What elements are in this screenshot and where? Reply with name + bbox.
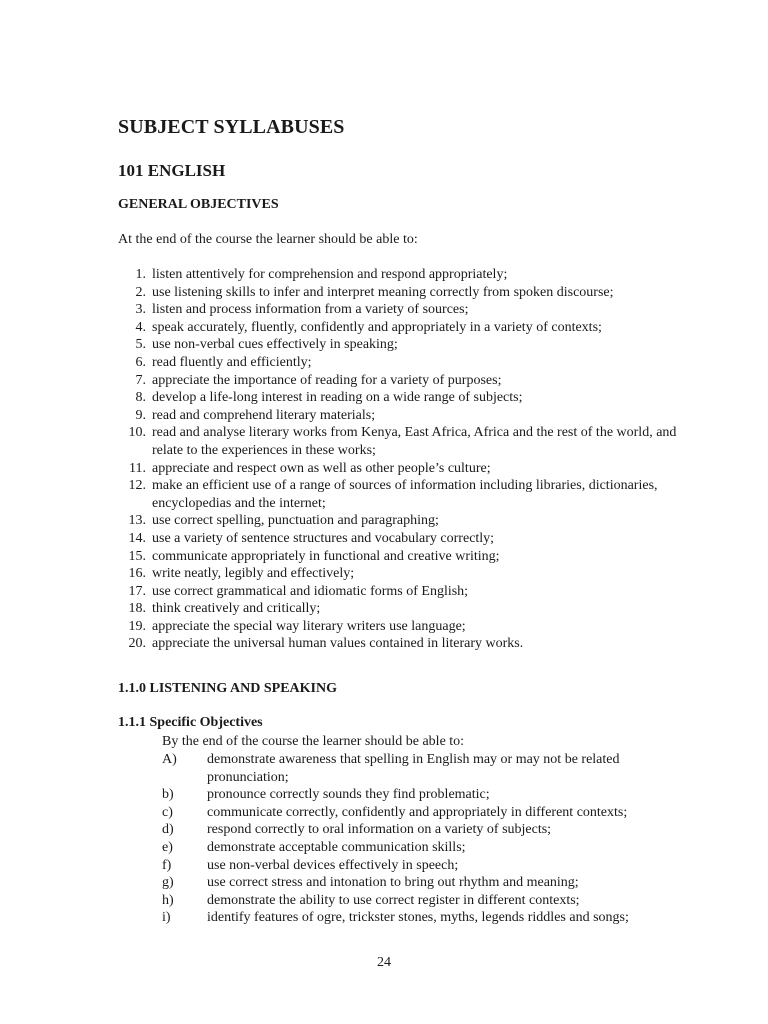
item-number: 14. xyxy=(128,530,146,546)
item-label: f) xyxy=(162,857,172,873)
item-text: appreciate and respect own as well as other people’s culture; xyxy=(152,460,491,476)
section-heading: 1.1.0 LISTENING AND SPEAKING xyxy=(118,681,337,696)
general-objectives-intro: At the end of the course the learner should be able to: xyxy=(118,232,418,247)
item-text: appreciate the special way literary writers use language; xyxy=(152,618,466,634)
list-item xyxy=(118,477,678,512)
item-text: read and comprehend literary materials; xyxy=(152,407,376,423)
list-item xyxy=(162,874,682,892)
list-item xyxy=(118,372,678,390)
list-item xyxy=(118,336,678,354)
item-label: i) xyxy=(162,910,171,926)
general-objectives-heading: GENERAL OBJECTIVES xyxy=(118,197,279,212)
item-text: use correct spelling, punctuation and paragraphing; xyxy=(152,513,439,529)
list-item xyxy=(118,530,678,548)
item-text: read fluently and efficiently; xyxy=(152,354,312,370)
item-text: communicate correctly, confidently and appropriately in different contexts; xyxy=(207,804,628,820)
list-item xyxy=(162,804,682,822)
item-text: listen and process information from a variety of sources; xyxy=(152,302,469,318)
item-label: e) xyxy=(162,839,173,855)
item-text: use correct grammatical and idiomatic forms of English; xyxy=(152,583,469,599)
item-text: make an efficient use of a range of sources of information including libraries, dictionaries, encyclopedias and the internet; xyxy=(152,478,658,511)
list-item xyxy=(162,751,682,786)
item-label: c) xyxy=(162,804,173,820)
item-number: 9. xyxy=(135,407,146,423)
list-item xyxy=(118,618,678,636)
list-item xyxy=(118,635,678,653)
list-item xyxy=(162,857,682,875)
item-text: write neatly, legibly and effectively; xyxy=(152,566,355,582)
subject-heading: 101 ENGLISH xyxy=(118,161,226,180)
list-item xyxy=(118,319,678,337)
item-number: 19. xyxy=(128,618,146,634)
item-number: 12. xyxy=(128,478,146,494)
general-objectives-list xyxy=(118,266,678,653)
item-number: 18. xyxy=(128,601,146,617)
item-text: pronounce correctly sounds they find problematic; xyxy=(207,787,490,803)
item-text: demonstrate the ability to use correct register in different contexts; xyxy=(207,892,580,908)
item-number: 5. xyxy=(135,337,146,353)
item-text: listen attentively for comprehension and respond appropriately; xyxy=(152,267,508,282)
item-label: d) xyxy=(162,822,174,838)
item-text: develop a life-long interest in reading on a wide range of subjects; xyxy=(152,390,523,406)
list-item xyxy=(118,284,678,302)
item-text: read and analyse literary works from Kenya, East Africa, Africa and the rest of the world, and relate to the experiences in these works; xyxy=(152,425,677,458)
item-label: h) xyxy=(162,892,174,908)
item-text: appreciate the universal human values contained in literary works. xyxy=(152,636,524,652)
item-number: 17. xyxy=(128,583,146,599)
page-title: SUBJECT SYLLABUSES xyxy=(118,116,345,138)
list-item xyxy=(118,266,678,284)
item-number: 13. xyxy=(128,513,146,529)
item-number: 4. xyxy=(135,319,146,335)
list-item xyxy=(162,821,682,839)
list-item xyxy=(162,839,682,857)
list-item xyxy=(118,565,678,583)
item-number: 11. xyxy=(129,460,146,476)
list-item xyxy=(118,424,678,459)
list-item xyxy=(118,512,678,530)
item-text: communicate appropriately in functional and creative writing; xyxy=(152,548,500,564)
specific-objectives-list xyxy=(162,751,682,927)
item-number: 10. xyxy=(128,425,146,441)
item-label: A) xyxy=(162,752,177,767)
list-item xyxy=(118,548,678,566)
item-number: 2. xyxy=(135,284,146,300)
specific-objectives-heading: 1.1.1 Specific Objectives xyxy=(118,715,263,730)
list-item xyxy=(118,407,678,425)
list-item xyxy=(118,583,678,601)
item-text: demonstrate awareness that spelling in English may or may not be related pronunciation; xyxy=(207,752,620,785)
item-number: 8. xyxy=(135,390,146,406)
item-number: 3. xyxy=(135,302,146,318)
list-item xyxy=(118,460,678,478)
list-item xyxy=(162,892,682,910)
item-text: respond correctly to oral information on a variety of subjects; xyxy=(207,822,552,838)
item-text: use non-verbal cues effectively in speaking; xyxy=(152,337,398,353)
item-number: 1. xyxy=(135,267,146,282)
list-item xyxy=(118,600,678,618)
item-text: use correct stress and intonation to bring out rhythm and meaning; xyxy=(207,875,579,891)
item-text: speak accurately, fluently, confidently and appropriately in a variety of contexts; xyxy=(152,319,602,335)
item-number: 6. xyxy=(135,354,146,370)
item-label: g) xyxy=(162,875,174,891)
page-number: 24 xyxy=(377,955,391,970)
item-text: use non-verbal devices effectively in speech; xyxy=(207,857,459,873)
specific-objectives-intro: By the end of the course the learner should be able to: xyxy=(162,734,465,749)
list-item xyxy=(118,389,678,407)
item-number: 16. xyxy=(128,566,146,582)
item-text: use listening skills to infer and interpret meaning correctly from spoken discourse; xyxy=(152,284,614,300)
item-text: use a variety of sentence structures and vocabulary correctly; xyxy=(152,530,495,546)
list-item xyxy=(118,354,678,372)
item-text: think creatively and critically; xyxy=(152,601,321,617)
list-item xyxy=(162,786,682,804)
item-text: appreciate the importance of reading for a variety of purposes; xyxy=(152,372,502,388)
list-item xyxy=(162,909,682,927)
item-text: demonstrate acceptable communication skills; xyxy=(207,839,466,855)
item-number: 7. xyxy=(135,372,146,388)
item-number: 15. xyxy=(128,548,146,564)
item-text: identify features of ogre, trickster stones, myths, legends riddles and songs; xyxy=(207,910,629,926)
item-label: b) xyxy=(162,787,174,803)
item-number: 20. xyxy=(128,636,146,652)
list-item xyxy=(118,301,678,319)
